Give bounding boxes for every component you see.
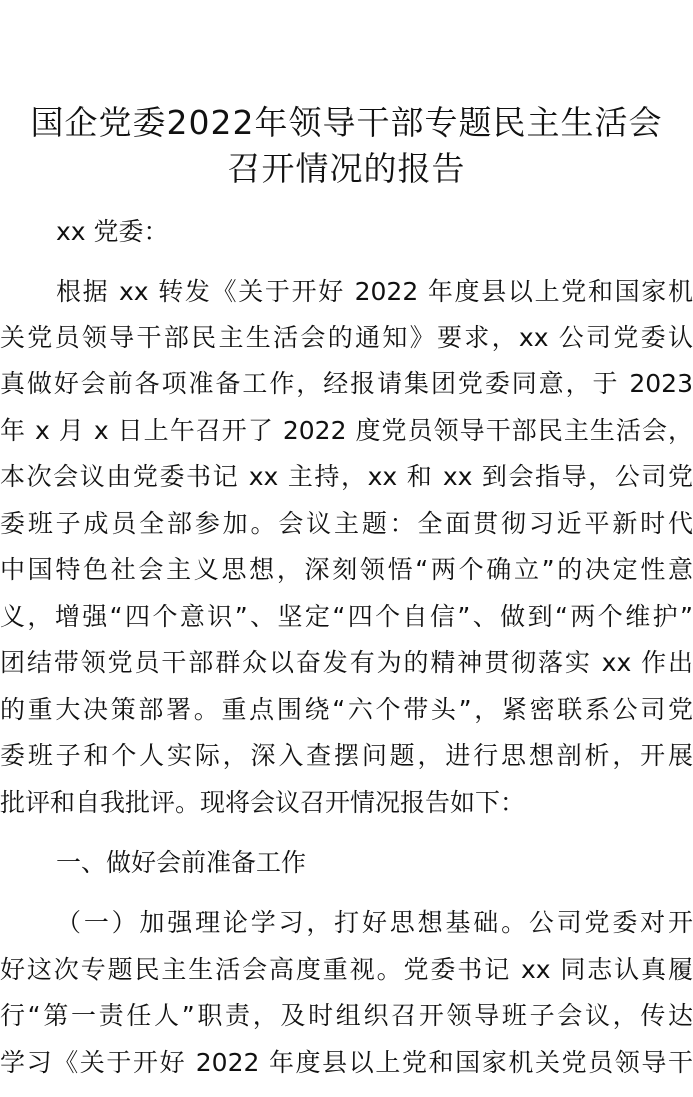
salutation: xx 党委： xyxy=(56,217,169,246)
paragraph1-line-11: 委班子和个人实际，深入查摆问题，进行思想剖析，开展 xyxy=(0,741,693,770)
paragraph2-line-2: 好这次专题民主生活会高度重视。党委书记 xx 同志认真履 xyxy=(0,955,693,984)
paragraph1-line-5: 本次会议由党委书记 xx 主持，xx 和 xx 到会指导，公司党 xyxy=(0,462,693,491)
paragraph1-line-7: 中国特色社会主义思想，深刻领悟“两个确立”的决定性意 xyxy=(0,555,693,584)
document-title xyxy=(0,100,693,192)
paragraph2-line-1: （一）加强理论学习，打好思想基础。公司党委对开 xyxy=(56,908,693,937)
paragraph2-line-4: 学习《关于开好 2022 年度县以上党和国家机关党员领导干 xyxy=(0,1048,693,1077)
paragraph1-line-3: 真做好会前各项准备工作，经报请集团党委同意，于 2023 xyxy=(0,369,693,398)
paragraph1-line-8: 义，增强“四个意识”、坚定“四个自信”、做到“两个维护” xyxy=(0,602,693,631)
paragraph1-line-10: 的重大决策部署。重点围绕“六个带头”，紧密联系公司党 xyxy=(0,695,693,724)
paragraph1-line-4: 年 x 月 x 日上午召开了 2022 度党员领导干部民主生活会， xyxy=(0,416,693,445)
paragraph1-line-1: 根据 xx 转发《关于开好 2022 年度县以上党和国家机 xyxy=(56,277,693,306)
title-line-1: 国企党委2022年领导干部专题民主生活会 xyxy=(30,103,663,142)
paragraph1-line-2: 关党员领导干部民主生活会的通知》要求，xx 公司党委认 xyxy=(0,323,693,352)
section-heading: 一、做好会前准备工作 xyxy=(56,848,307,877)
paragraph1-line-6: 委班子成员全部参加。会议主题：全面贯彻习近平新时代 xyxy=(0,509,693,538)
title-line-2: 召开情况的报告 xyxy=(227,149,466,188)
paragraph2-line-3: 行“第一责任人”职责，及时组织召开领导班子会议，传达 xyxy=(0,1001,693,1030)
paragraph1-line-9: 团结带领党员干部群众以奋发有为的精神贯彻落实 xx 作出 xyxy=(0,648,693,677)
paragraph1-line-12: 批评和自我批评。现将会议召开情况报告如下： xyxy=(0,788,526,817)
